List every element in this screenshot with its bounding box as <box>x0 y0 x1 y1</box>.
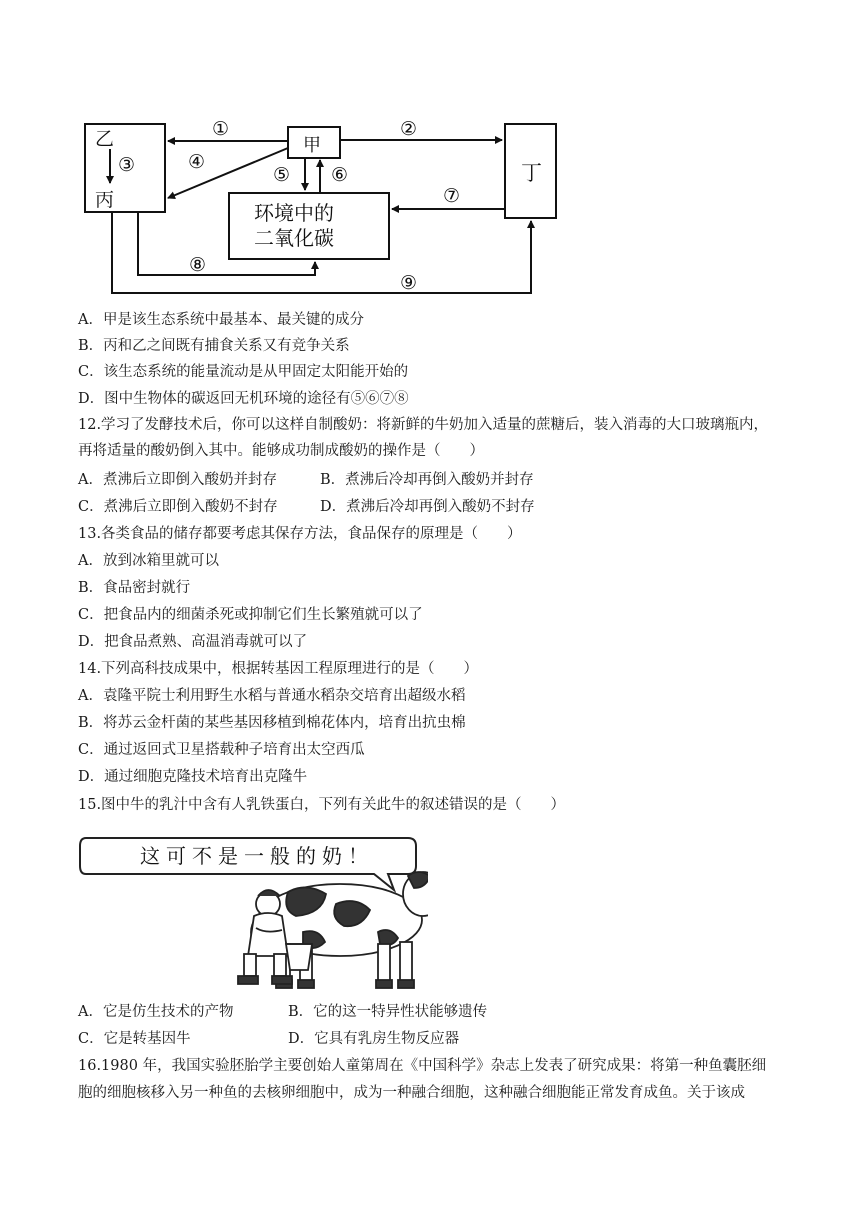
q12-option-d: D．煮沸后冷却再倒入酸奶不封存 <box>320 499 535 515</box>
q15-option-d: D．它具有乳房生物反应器 <box>288 1031 460 1047</box>
q11-option-c: C．该生态系统的能量流动是从甲固定太阳能开始的 <box>78 364 409 380</box>
q12-option-b: B．煮沸后冷却再倒入酸奶并封存 <box>320 472 534 488</box>
arrow-label-3: ③ <box>118 154 136 176</box>
q13-option-a: A．放到冰箱里就可以 <box>78 553 219 569</box>
q11-option-a: A．甲是该生态系统中最基本、最关键的成分 <box>78 312 364 328</box>
q13-stem: 13.各类食品的储存都要考虑其保存方法，食品保存的原理是（ ） <box>78 526 522 542</box>
q13-option-c: C．把食品内的细菌杀死或抑制它们生长繁殖就可以了 <box>78 607 423 623</box>
q16-text-line1: 16.1980 年，我国实验胚胎学主要创始人童第周在《中国科学》杂志上发表了研究成果：将第一种鱼囊胚细 <box>78 1058 767 1074</box>
q14-option-a: A．袁隆平院士利用野生水稻与普通水稻杂交培育出超级水稻 <box>78 688 466 704</box>
q16-text-line2: 胞的细胞核移入另一种鱼的去核卵细胞中，成为一种融合细胞，这种融合细胞能正常发育成鱼。关于该成 <box>78 1085 745 1101</box>
q12-options-row2 <box>78 497 778 517</box>
q11-option-d: D．图中生物体的碳返回无机环境的途径有⑤⑥⑦⑧ <box>78 391 409 407</box>
q15-options-row1 <box>78 1002 778 1022</box>
q12-option-c: C．煮沸后立即倒入酸奶不封存 <box>78 499 278 515</box>
q14-option-c: C．通过返回式卫星搭载种子培育出太空西瓜 <box>78 742 365 758</box>
arrow-4 <box>168 148 291 198</box>
arrow-label-6: ⑥ <box>331 164 349 186</box>
arrow-label-1: ① <box>212 118 230 140</box>
q14-option-d: D．通过细胞克隆技术培育出克隆牛 <box>78 769 308 785</box>
label-jia: 甲 <box>303 135 321 156</box>
speech-bubble-text: 这可不是一般的奶！ <box>140 844 374 868</box>
q15-options-row2 <box>78 1029 778 1049</box>
q13-option-d: D．把食品煮熟、高温消毒就可以了 <box>78 634 308 650</box>
carbon-cycle-diagram <box>0 0 860 310</box>
arrow-label-9: ⑨ <box>400 272 418 294</box>
arrow-label-2: ② <box>400 118 418 140</box>
q12-options-row1 <box>78 470 778 490</box>
q15-option-c: C．它是转基因牛 <box>78 1031 191 1047</box>
q11-option-b: B．丙和乙之间既有捕食关系又有竞争关系 <box>78 338 350 354</box>
q14-stem: 14.下列高科技成果中，根据转基因工程原理进行的是（ ） <box>78 661 479 677</box>
arrow-label-4: ④ <box>188 151 206 173</box>
label-co2-1: 环境中的 <box>254 201 334 225</box>
q15-option-a: A．它是仿生技术的产物 <box>78 1004 234 1020</box>
label-ding: 丁 <box>521 161 542 185</box>
q12-stem-line2: 再将适量的酸奶倒入其中。能够成功制成酸奶的操作是（ ） <box>78 443 484 459</box>
label-yi: 乙 <box>95 128 115 150</box>
label-bing: 丙 <box>95 189 115 211</box>
arrow-label-7: ⑦ <box>443 185 461 207</box>
q12-option-a: A．煮沸后立即倒入酸奶并封存 <box>78 472 277 488</box>
cow-cartoon-illustration <box>78 832 428 992</box>
label-co2-2: 二氧化碳 <box>254 226 334 250</box>
q12-stem-line1: 12.学习了发酵技术后，你可以这样自制酸奶：将新鲜的牛奶加入适量的蔗糖后，装入消毒的大口玻璃瓶内， <box>78 417 769 433</box>
arrow-label-8: ⑧ <box>189 254 207 276</box>
arrow-label-5: ⑤ <box>273 164 291 186</box>
q15-stem: 15.图中牛的乳汁中含有人乳铁蛋白，下列有关此牛的叙述错误的是（ ） <box>78 797 566 813</box>
q15-option-b: B．它的这一特异性状能够遗传 <box>288 1004 488 1020</box>
q13-option-b: B．食品密封就行 <box>78 580 191 596</box>
q14-option-b: B．将苏云金杆菌的某些基因移植到棉花体内，培育出抗虫棉 <box>78 715 466 731</box>
